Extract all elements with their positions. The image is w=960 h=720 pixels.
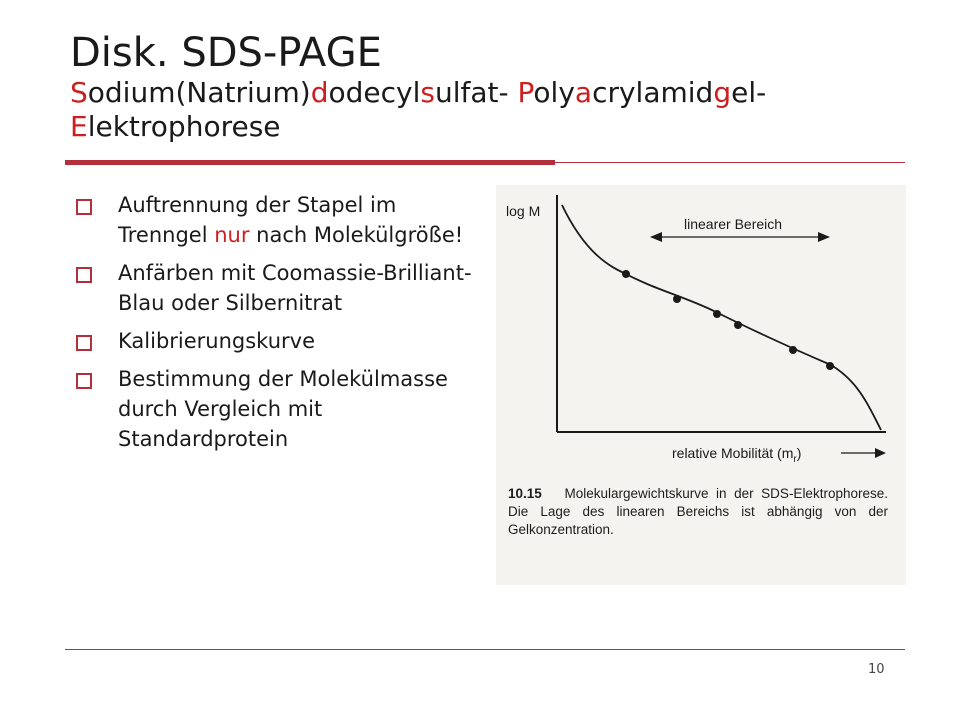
title-highlight-letter: d — [310, 76, 329, 109]
footer-rule — [65, 649, 905, 650]
data-point — [622, 270, 630, 278]
title-subtitle — [70, 76, 920, 144]
slide-title — [70, 30, 920, 144]
data-point — [713, 310, 721, 318]
data-point — [673, 295, 681, 303]
y-axis-label: log M — [506, 203, 541, 219]
title-text-part: odium(Natrium) — [87, 76, 311, 109]
caption-number: 10.15 — [508, 486, 542, 501]
title-text-part: odecyl — [328, 76, 421, 109]
bullet-text: nach Molekülgröße! — [249, 223, 464, 247]
bullet-item — [72, 326, 472, 356]
title-underline — [65, 162, 905, 163]
caption-text: Molekulargewichtskurve in der SDS-Elektrophorese. Die Lage des linearen Bereichs ist abhängig von der Gelkonzentration. — [508, 486, 888, 537]
bullet-emphasis: nur — [214, 223, 250, 247]
range-label: linearer Bereich — [684, 216, 783, 232]
page-number: 10 — [868, 662, 885, 677]
bullet-item — [72, 190, 472, 250]
calibration-figure — [496, 185, 906, 585]
range-arrow-left-head — [650, 232, 662, 242]
calibration-curve — [562, 205, 881, 430]
title-text-part: lektrophorese — [87, 110, 281, 143]
bullet-text: Auftrennung der Stapel im Trenngel — [118, 193, 397, 247]
data-point — [789, 346, 797, 354]
square-bullet-icon — [76, 267, 92, 283]
title-highlight-letter: g — [713, 76, 732, 109]
calibration-curve-chart — [496, 185, 906, 475]
title-main: Disk. SDS-PAGE — [70, 30, 382, 76]
title-text-part: el- — [731, 76, 767, 109]
range-arrow-right-head — [818, 232, 830, 242]
title-highlight-letter: P — [517, 76, 534, 109]
figure-caption — [508, 485, 888, 539]
title-highlight-letter: s — [420, 76, 435, 109]
title-text-part: crylamid — [592, 76, 714, 109]
title-highlight-letter: E — [70, 110, 88, 143]
bullet-text: Kalibrierungskurve — [118, 329, 315, 353]
x-axis-arrow-head — [875, 448, 886, 458]
bullet-item — [72, 258, 472, 318]
bullet-item — [72, 364, 472, 454]
bullet-text: Anfärben mit Coomassie-Brilliant-Blau oder Silbernitrat — [118, 261, 472, 315]
square-bullet-icon — [76, 335, 92, 351]
title-highlight-letter: S — [70, 76, 88, 109]
x-axis-label: relative Mobilität $(m_r)$ — [672, 445, 802, 465]
data-point — [826, 362, 834, 370]
title-text-part: oly — [533, 76, 575, 109]
square-bullet-icon — [76, 199, 92, 215]
bullet-list — [72, 190, 472, 462]
data-point — [734, 321, 742, 329]
square-bullet-icon — [76, 373, 92, 389]
bullet-text: Bestimmung der Molekülmasse durch Vergleich mit Standardprotein — [118, 367, 448, 451]
title-text-part: ulfat- — [434, 76, 518, 109]
title-highlight-letter: a — [574, 76, 593, 109]
